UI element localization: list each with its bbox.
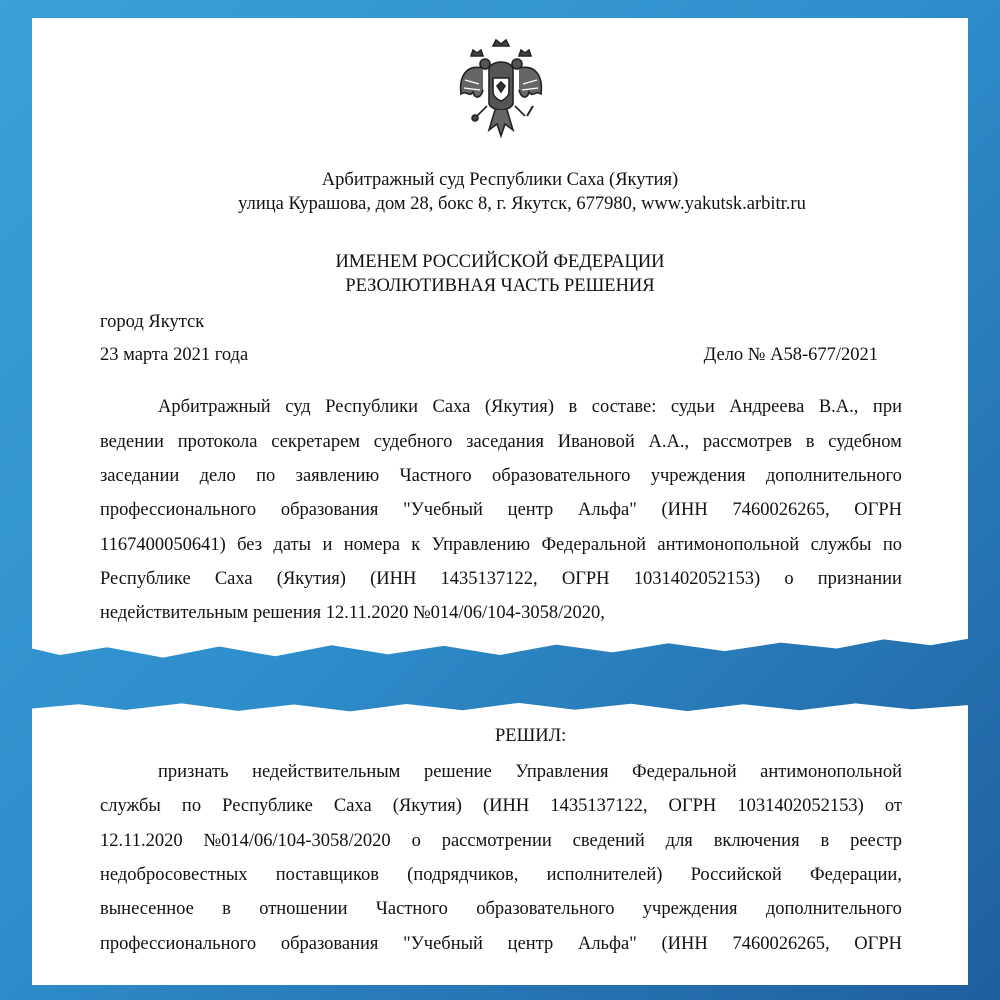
court-name: Арбитражный суд Республики Саха (Якутия)	[321, 170, 679, 190]
court-address: улица Курашова, дом 28, бокс 8, г. Якутск, 677980, www.yakutsk.arbitr.ru	[238, 194, 806, 214]
decision-line: службы по Республике Саха (Якутия) (ИНН 1435137122, ОГРН 1031402052153) от	[100, 796, 902, 816]
body-line: профессионального образования "Учебный центр Альфа" (ИНН 7460026265, ОГРН	[100, 500, 902, 520]
body-line: 1167400050641) без даты и номера к Управлению Федеральной антимонопольной службы по	[100, 535, 902, 555]
decision-heading: РЕШИЛ:	[495, 726, 567, 746]
title-line-1: ИМЕНЕМ РОССИЙСКОЙ ФЕДЕРАЦИИ	[335, 252, 665, 272]
decision-line: 12.11.2020 №014/06/104-3058/2020 о рассмотрении сведений для включения в реестр	[100, 831, 902, 851]
title-line-2: РЕЗОЛЮТИВНАЯ ЧАСТЬ РЕШЕНИЯ	[345, 276, 655, 296]
body-line: Арбитражный суд Республики Саха (Якутия) в составе: судьи Андреева В.А., при	[158, 397, 902, 417]
body-line-last: недействительным решения 12.11.2020 №014/06/104-3058/2020,	[100, 603, 605, 623]
decision-line: профессионального образования "Учебный центр Альфа" (ИНН 7460026265, ОГРН	[100, 934, 902, 954]
case-number: Дело № А58-677/2021	[703, 345, 878, 365]
document-date: 23 марта 2021 года	[100, 345, 249, 365]
decision-line: признать недействительным решение Управления Федеральной антимонопольной	[158, 762, 902, 782]
body-line: ведении протокола секретарем судебного заседания Ивановой А.А., рассмотрев в судебном	[100, 432, 902, 452]
body-line: заседании дело по заявлению Частного образовательного учреждения дополнительного	[100, 466, 902, 486]
russian-coat-of-arms-icon	[455, 34, 547, 146]
body-line: Республике Саха (Якутия) (ИНН 1435137122, ОГРН 1031402052153) о признании	[100, 569, 902, 589]
decision-line: недобросовестных поставщиков (подрядчиков, исполнителей) Российской Федерации,	[100, 865, 902, 885]
city: город Якутск	[100, 312, 205, 332]
decision-line: вынесенное в отношении Частного образовательного учреждения дополнительного	[100, 899, 902, 919]
